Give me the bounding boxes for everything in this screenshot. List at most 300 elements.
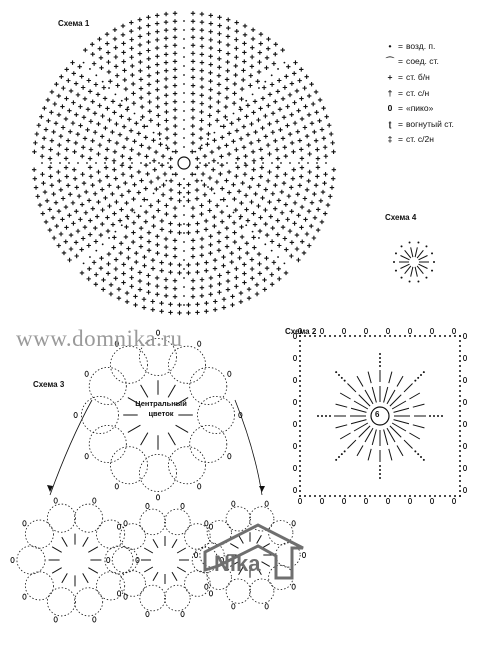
stitch-plus xyxy=(242,145,246,149)
petal-arc xyxy=(276,543,300,567)
stitch-chain xyxy=(334,335,336,337)
stitch-dc xyxy=(397,376,403,386)
stitch-plus xyxy=(173,295,177,299)
stitch-plus xyxy=(227,131,231,135)
stitch-plus xyxy=(45,199,49,203)
stitch-plus xyxy=(246,103,250,107)
stitch-dc xyxy=(153,539,158,548)
stitch-chain xyxy=(459,435,461,437)
stitch-plus xyxy=(277,78,281,82)
petal-arc xyxy=(165,509,191,535)
stitch-picot xyxy=(364,498,367,503)
stitch-plus xyxy=(87,78,91,82)
stitch-plus xyxy=(146,282,150,286)
stitch-chain xyxy=(183,259,185,261)
stitch-plus xyxy=(260,196,264,200)
plus-icon: + xyxy=(387,71,393,82)
stitch-plus xyxy=(78,123,82,127)
stitch-chain xyxy=(115,94,117,96)
stitch-chain xyxy=(153,132,155,134)
stitch-plus xyxy=(200,237,204,241)
stitch-plus xyxy=(84,190,88,194)
stitch-plus xyxy=(220,135,224,139)
stitch-plus xyxy=(217,146,221,150)
stitch-plus xyxy=(217,231,221,235)
stitch-plus xyxy=(96,170,100,174)
stitch-plus xyxy=(129,284,133,288)
stitch-plus xyxy=(191,91,195,95)
stitch-plus xyxy=(289,185,293,189)
stitch-chain xyxy=(226,162,228,164)
stitch-chain xyxy=(319,495,321,497)
stitch-chain xyxy=(409,495,411,497)
stitch-plus xyxy=(57,94,61,98)
stitch-plus xyxy=(209,21,213,25)
stitch-plus xyxy=(76,229,80,233)
stitch-plus xyxy=(191,141,195,145)
stitch-plus xyxy=(232,101,236,105)
stitch-chain xyxy=(245,224,247,226)
stitch-plus xyxy=(303,104,307,108)
stitch-plus xyxy=(307,179,311,183)
stitch-plus xyxy=(164,118,168,122)
stitch-plus xyxy=(259,174,263,178)
stitch-chain xyxy=(252,94,254,96)
stitch-chain xyxy=(339,335,341,337)
stitch-plus xyxy=(209,62,213,66)
stitch-plus xyxy=(307,113,311,117)
stitch-plus xyxy=(106,271,110,275)
stitch-picot xyxy=(232,604,235,609)
stitch-chain xyxy=(299,460,301,462)
stitch-plus xyxy=(173,141,177,145)
stitch-plus xyxy=(200,245,204,249)
stitch-plus xyxy=(265,266,269,270)
stitch-plus xyxy=(209,13,213,17)
stitch-chain xyxy=(299,440,301,442)
stitch-chain xyxy=(399,335,401,337)
stitch-chain xyxy=(459,465,461,467)
stitch-plus xyxy=(131,230,135,234)
stitch-plus xyxy=(146,32,150,36)
stitch-plus xyxy=(101,278,105,282)
stitch-plus xyxy=(164,286,168,290)
stitch-plus xyxy=(242,125,246,129)
stitch-plus xyxy=(111,99,115,103)
stitch-plus xyxy=(277,243,281,247)
stitch-plus xyxy=(226,270,230,274)
stitch-plus xyxy=(204,219,208,223)
stitch-plus xyxy=(215,118,219,122)
stitch-plus xyxy=(316,165,320,169)
stitch-plus xyxy=(266,179,270,183)
stitch-plus xyxy=(129,275,133,279)
stitch-picot xyxy=(386,498,389,503)
stitch-plus xyxy=(109,283,113,287)
stitch-plus xyxy=(272,61,276,65)
stitch-plus xyxy=(226,34,230,38)
stitch-chain xyxy=(459,360,461,362)
stitch-chain xyxy=(339,495,341,497)
stitch-picot xyxy=(265,604,268,609)
stitch-picot xyxy=(430,498,433,503)
stitch-chain xyxy=(434,335,436,337)
stitch-chain xyxy=(220,199,222,201)
stitch-picot xyxy=(364,328,367,333)
stitch-plus xyxy=(99,233,103,237)
stitch-chain xyxy=(115,231,117,233)
stitch-plus xyxy=(173,278,177,282)
stitch-plus xyxy=(244,207,248,211)
stitch-plus xyxy=(257,252,261,256)
stitch-plus xyxy=(276,267,280,271)
stitch-plus xyxy=(216,109,220,113)
stitch-plus xyxy=(125,137,129,141)
stitch-chain xyxy=(233,113,235,115)
stitch-plus xyxy=(227,214,231,218)
stitch-plus xyxy=(285,123,289,127)
stitch-plus xyxy=(302,86,306,90)
stitch-plus xyxy=(169,179,173,183)
stitch-plus xyxy=(137,131,141,135)
stitch-plus xyxy=(164,110,168,114)
stitch-plus xyxy=(243,154,247,158)
stitch-plus xyxy=(121,280,125,284)
stitch-plus xyxy=(64,117,68,121)
stitch-chain xyxy=(86,162,88,164)
stitch-plus xyxy=(140,105,144,109)
legend-text: ст. с/2н xyxy=(405,134,434,145)
stitch-dc xyxy=(384,387,388,402)
stitch-chain xyxy=(459,400,461,402)
stitch-plus xyxy=(243,24,247,28)
stitch-plus xyxy=(105,147,109,151)
stitch-plus xyxy=(200,12,204,16)
stitch-chain xyxy=(324,495,326,497)
stitch-picot xyxy=(320,328,323,333)
petal-arc xyxy=(185,571,211,597)
petal-arc xyxy=(250,579,274,603)
stitch-plus xyxy=(100,187,104,191)
stitch-dc xyxy=(411,247,413,257)
stitch-plus xyxy=(199,110,203,114)
stitch-plus xyxy=(97,103,101,107)
stitch-chain xyxy=(183,110,185,112)
stitch-plus xyxy=(149,180,153,184)
stitch-plus xyxy=(173,59,177,63)
stitch-chain xyxy=(459,340,461,342)
stitch-chain xyxy=(277,256,279,258)
stitch-chain xyxy=(41,162,43,164)
stitch-plus xyxy=(51,192,55,196)
stitch-chain xyxy=(183,178,185,180)
stitch-plus xyxy=(225,235,229,239)
stitch-picot xyxy=(463,443,466,448)
stitch-plus xyxy=(191,254,195,258)
stitch-plus xyxy=(208,292,212,296)
stitch-picot xyxy=(265,501,268,506)
stitch-plus xyxy=(76,93,80,97)
stitch-plus xyxy=(82,181,86,185)
stitch-chain xyxy=(183,92,185,94)
stitch-dc xyxy=(405,250,411,258)
stitch-plus xyxy=(226,43,230,47)
stitch-chain xyxy=(395,252,397,254)
stitch-plus xyxy=(155,105,159,109)
stitch-plus xyxy=(138,17,142,21)
petal-arc xyxy=(110,447,147,484)
stitch-dc xyxy=(144,548,153,553)
stitch-plus xyxy=(97,37,101,41)
petal-arc xyxy=(120,571,146,597)
stitch-plus xyxy=(220,219,224,223)
stitch-plus xyxy=(79,247,83,251)
stitch-chain xyxy=(194,151,196,153)
stitch-chain xyxy=(459,375,461,377)
stitch-dc xyxy=(351,408,366,412)
stitch-chain xyxy=(459,355,461,357)
stitch-plus xyxy=(151,224,155,228)
stitch-chain xyxy=(264,81,266,83)
stitch-plus xyxy=(191,124,195,128)
stitch-plus xyxy=(219,154,223,158)
stitch-chain xyxy=(324,335,326,337)
stitch-plus xyxy=(59,232,63,236)
stitch-plus xyxy=(247,287,251,291)
stitch-plus xyxy=(89,174,93,178)
stitch-plus xyxy=(54,82,58,86)
legend-text: ст. б/н xyxy=(405,71,430,82)
stitch-chain xyxy=(364,335,366,337)
stitch-plus xyxy=(249,200,253,204)
stitch-chain xyxy=(459,390,461,392)
stitch-plus xyxy=(155,276,159,280)
stitch-plus xyxy=(120,154,124,158)
stitch-plus xyxy=(229,121,233,125)
stitch-plus xyxy=(173,238,177,242)
stitch-chain xyxy=(369,335,371,337)
stitch-plus xyxy=(177,231,181,235)
stitch-picot xyxy=(293,399,296,404)
stitch-plus xyxy=(281,136,285,140)
stitch-chain xyxy=(454,335,456,337)
stitch-chain xyxy=(349,495,351,497)
stitch-plus xyxy=(67,108,71,112)
stitch-plus xyxy=(98,179,102,183)
stitch-chain xyxy=(449,495,451,497)
stitch-chain xyxy=(299,470,301,472)
stitch-picot xyxy=(302,552,305,557)
stitch-plus xyxy=(65,147,69,151)
symbol-legend xyxy=(384,38,480,147)
logo-text: Nika xyxy=(214,551,261,576)
stitch-chain xyxy=(159,138,161,140)
stitch-plus xyxy=(137,152,141,156)
stitch-plus xyxy=(146,65,150,69)
stitch-chain xyxy=(214,132,216,134)
stitch-plus xyxy=(98,143,102,147)
stitch-plus xyxy=(146,290,150,294)
stitch-plus xyxy=(316,228,320,232)
stitch-plus xyxy=(132,221,136,225)
stitch-dc xyxy=(405,266,411,274)
picot-icon: 0 xyxy=(387,103,393,114)
stitch-dc xyxy=(404,383,412,391)
stitch-plus xyxy=(60,104,64,108)
stitch-plus xyxy=(248,83,252,87)
stitch-plus xyxy=(313,216,317,220)
stitch-chain xyxy=(425,245,427,247)
stitch-plus xyxy=(144,210,148,214)
stitch-plus xyxy=(323,145,327,149)
stitch-plus xyxy=(95,214,99,218)
petal-arc xyxy=(140,585,166,611)
stitch-plus xyxy=(215,180,219,184)
stitch-plus xyxy=(305,232,309,236)
stitch-plus xyxy=(74,81,78,85)
stitch-plus xyxy=(241,78,245,82)
central-flower-label-line2: цветок xyxy=(148,409,174,418)
stitch-plus xyxy=(84,211,88,215)
stitch-plus xyxy=(259,147,263,151)
stitch-chain xyxy=(299,455,301,457)
stitch-plus xyxy=(164,101,168,105)
stitch-picot xyxy=(292,584,295,589)
stitch-plus xyxy=(173,51,177,55)
stitch-plus xyxy=(168,221,172,225)
stitch-plus xyxy=(105,215,109,219)
stitch-plus xyxy=(273,52,277,56)
stitch-plus xyxy=(64,225,68,229)
stitch-chain xyxy=(183,65,185,67)
stitch-plus xyxy=(173,11,177,15)
stitch-plus xyxy=(265,56,269,60)
stitch-plus xyxy=(173,99,177,103)
stitch-plus xyxy=(46,98,50,102)
stitch-plus xyxy=(149,118,153,122)
stitch-plus xyxy=(41,181,45,185)
stitch-plus xyxy=(258,106,262,110)
stitch-plus xyxy=(144,135,148,139)
stitch-plus xyxy=(237,256,241,260)
stitch-plus xyxy=(224,178,228,182)
stitch-chain xyxy=(399,495,401,497)
stitch-plus xyxy=(126,246,130,250)
stitch-plus xyxy=(186,271,190,275)
stitch-chain xyxy=(459,370,461,372)
stitch-plus xyxy=(157,132,161,136)
stitch-chain xyxy=(354,495,356,497)
stitch-plus xyxy=(67,258,71,262)
stitch-plus xyxy=(48,228,52,232)
stitch-plus xyxy=(273,139,277,143)
stitch-plus xyxy=(250,176,254,180)
stitch-plus xyxy=(99,266,103,270)
stitch-plus xyxy=(199,136,203,140)
stitch-picot xyxy=(205,521,208,526)
stitch-chain xyxy=(349,335,351,337)
stitch-plus xyxy=(230,260,234,264)
stitch-plus xyxy=(132,139,136,143)
stitch-plus xyxy=(191,59,195,63)
stitch-plus xyxy=(217,248,221,252)
stitch-chain xyxy=(252,231,254,233)
stitch-plus xyxy=(251,28,255,32)
stitch-plus xyxy=(117,296,121,300)
stitch-dc xyxy=(177,548,186,553)
stitch-plus xyxy=(48,174,52,178)
stitch-dc xyxy=(394,408,409,412)
stitch-plus xyxy=(326,203,330,207)
stitch-chain xyxy=(207,138,209,140)
stitch-chain xyxy=(244,162,246,164)
stitch-chain xyxy=(299,380,301,382)
stitch-plus xyxy=(201,172,205,176)
stitch-plus xyxy=(139,96,143,100)
stitch-plus xyxy=(38,203,42,207)
stitch-chain xyxy=(262,162,264,164)
stitch-chain xyxy=(359,335,361,337)
stitch-plus xyxy=(213,299,217,303)
stitch-plus xyxy=(217,74,221,78)
stitch-plus xyxy=(191,67,195,71)
stitch-chain xyxy=(344,450,346,452)
stitch-plus xyxy=(249,141,253,145)
stitch-plus xyxy=(164,237,168,241)
stitch-plus xyxy=(226,51,230,55)
stitch-plus xyxy=(199,212,203,216)
stitch-picot xyxy=(117,524,120,529)
stitch-plus xyxy=(246,132,250,136)
stitch-chain xyxy=(425,277,427,279)
petal-arc xyxy=(139,454,176,491)
stitch-plus xyxy=(302,251,306,255)
stitch-dc xyxy=(417,250,423,258)
stitch-plus xyxy=(92,260,96,264)
stitch-plus xyxy=(186,231,190,235)
stitch-plus xyxy=(57,179,61,183)
stitch-chain xyxy=(183,304,185,306)
stitch-plus xyxy=(200,93,204,97)
stitch-plus xyxy=(151,299,155,303)
stitch-plus xyxy=(128,156,132,160)
stitch-plus xyxy=(304,74,308,78)
stitch-chain xyxy=(183,101,185,103)
stitch-chain xyxy=(245,100,247,102)
stitch-plus xyxy=(147,82,151,86)
stitch-plus xyxy=(72,168,76,172)
stitch-plus xyxy=(239,97,243,101)
stitch-plus xyxy=(177,223,181,227)
stitch-plus xyxy=(273,183,277,187)
stitch-plus xyxy=(140,115,144,119)
stitch-plus xyxy=(320,127,324,131)
stitch-plus xyxy=(329,132,333,136)
stitch-picot xyxy=(463,355,466,360)
stitch-plus xyxy=(151,215,155,219)
stitch-plus xyxy=(217,40,221,44)
stitch-plus xyxy=(275,119,279,123)
stitch-plus xyxy=(139,143,143,147)
stitch-plus xyxy=(283,145,287,149)
stitch-plus xyxy=(106,50,110,54)
stitch-chain xyxy=(459,485,461,487)
stitch-plus xyxy=(251,211,255,215)
stitch-plus xyxy=(93,192,97,196)
stitch-chain xyxy=(394,495,396,497)
stitch-picot xyxy=(463,487,466,492)
stitch-plus xyxy=(208,88,212,92)
